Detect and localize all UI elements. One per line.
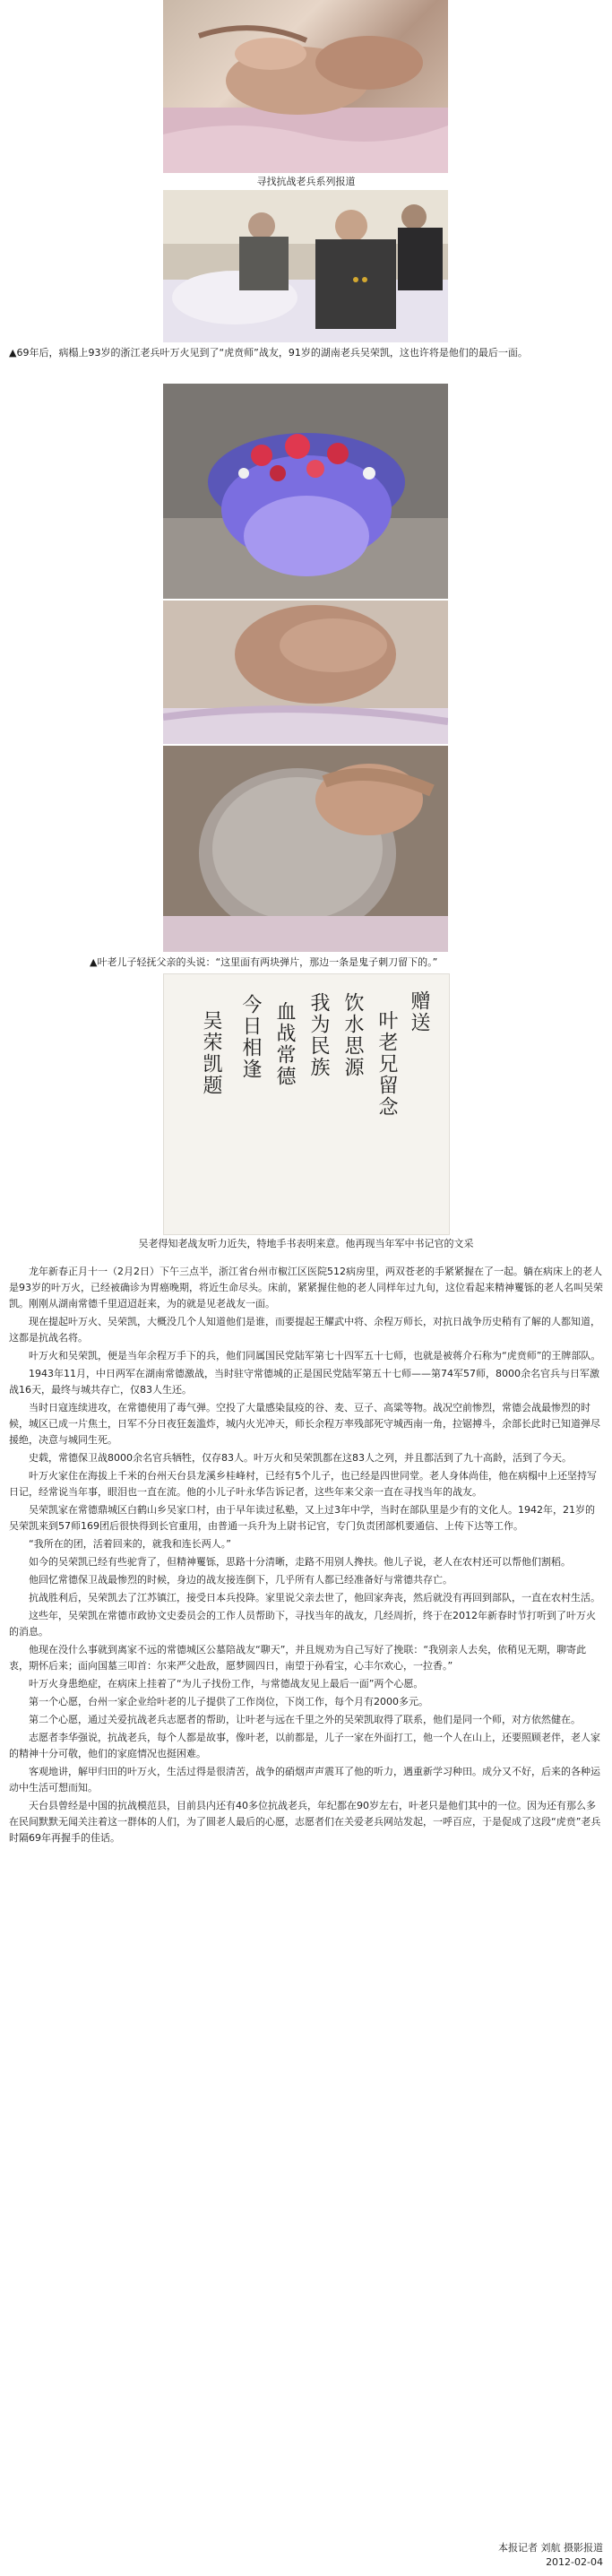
- caption-reunion: ▲69年后，病榻上93岁的浙江老兵叶万火见到了“虎贲师”战友，91岁的湖南老兵吴荣凯，这也许将是他们的最后一面。: [9, 347, 528, 359]
- calligraphy-col-3: 饮水思源: [341, 992, 364, 1078]
- paragraph: 第二个心愿，通过关爱抗战老兵志愿者的帮助，让叶老与远在千里之外的吴荣凯取得了联系，他们是同一个师，对方依然健在。: [29, 1714, 581, 1725]
- elder-bed-illustration-icon: [163, 601, 448, 744]
- paragraph: 这些年，吴荣凯在常德市政协文史委员会的工作人员帮助下，寻找当年的战友，几经周折，终于在2012年新春时节打听到了叶万火的消息。: [9, 1610, 596, 1638]
- paragraph: 天台县曾经是中国的抗战模范县，目前县内还有40多位抗战老兵，年纪都在90岁左右，叶老只是他们其中的一位。因为还有那么多在民间默默无闻关注着这一群体的人们，为了圆老人最后的心愿，志愿者们在关爱老兵网站发起，一呼百应，于是促成了这段“虎贲”老兵时隔69年再握手的佳话。: [9, 1800, 601, 1844]
- caption-calligraphy: 吴老得知老战友听力近失，特地手书表明来意。他再现当年军中书记官的文采: [138, 1238, 474, 1249]
- photo-calligraphy: [163, 973, 450, 1235]
- publish-date: 2012-02-04: [546, 2556, 603, 2568]
- paragraph: “我所在的团，活着回来的，就我和连长两人。”: [29, 1538, 231, 1550]
- calligraphy-col-4: 我为民族: [307, 992, 330, 1078]
- calligraphy-col-7: 吴荣凯题: [200, 1010, 222, 1096]
- photo-elder-lying: [163, 601, 448, 744]
- paragraph: 他回忆常德保卫战最惨烈的时候，身边的战友接连倒下，几乎所有人都已经准备好与常德共存亡。: [29, 1574, 453, 1586]
- paragraph: 叶万火身患绝症，在病床上挂着了“为儿子找份工作，与常德战友见上最后一面”两个心愿。: [29, 1678, 424, 1690]
- caption-series: 寻找抗战老兵系列报道: [256, 176, 356, 187]
- paragraph: 他现在没什么事就到离家不远的常德城区公墓陪战友“聊天”，并且规劝为自己写好了挽联：“我别亲人去矣，依稍见无期，聊寄此衷，期怀后来；面向国墓三叩首：尔来严父赴敌，愿梦圆四日，南望于孙看宝，心丰尔欢心，一拉香。”: [9, 1644, 587, 1672]
- paragraph: 1943年11月，中日两军在湖南常德激战，当时驻守常德城的正是国民党陆军第五十七师——第74军57师，8000余名官兵与日军激战16天，最终与城共存亡，仅83人生还。: [9, 1368, 599, 1396]
- photo-hands: [163, 0, 448, 173]
- hands-illustration-icon: [163, 0, 448, 173]
- paragraph: 史载，常德保卫战8000余名官兵牺牲，仅存83人。叶万火和吴荣凯都在这83人之列，并且都活到了九十高龄，活到了今天。: [29, 1452, 572, 1464]
- calligraphy-col-2: 叶老兄留念: [375, 1010, 398, 1118]
- calligraphy-col-5: 血战常德: [273, 1001, 296, 1087]
- paragraph: 志愿者李华强说，抗战老兵，每个人都是故事，像叶老，以前都是，儿子一家在外面打工，他一个人在山上，还要照顾老伴，老人家的精神十分可敬，他们的家庭情况也挺困难。: [9, 1732, 600, 1759]
- paragraph: 第一个心愿，台州一家企业给叶老的儿子提供了工作岗位，下岗工作，每个月有2000多元。: [29, 1696, 428, 1707]
- paragraph: 龙年新春正月十一（2月2日）下午三点半，浙江省台州市椒江区医院512病房里，两双苍老的手紧紧握在了一起。躺在病床上的老人是93岁的叶万火，已经被确诊为胃癌晚期，将近生命尽头。床前，紧紧握住他的老人同样年过九旬，这位看起来精神矍铄的老人名叫吴荣凯。刚刚从湖南常德千里迢迢赶来，为的就是见老战友一面。: [9, 1266, 603, 1310]
- veterans-meeting-illustration-icon: [163, 190, 448, 342]
- paragraph: 叶万火家住在海拔上千米的台州天台县龙溪乡桂峰村，已经有5个儿子，也已经是四世同堂。老人身体尚佳，他在病榻中上还坚持写日记，经常说当年事，眼泪也一直在流。他的小儿子叶永华告诉记者，这些年来父亲一直在寻找当年的战友。: [9, 1470, 597, 1498]
- paragraph: 抗战胜利后，吴荣凯去了江苏镇江，接受日本兵投降。家里说父亲去世了，他回家奔丧，然后就没有再回到部队，一直在农村生活。: [29, 1592, 600, 1604]
- paragraph: 如今的吴荣凯已经有些驼背了，但精神矍铄，思路十分清晰，走路不用别人搀扶。他儿子说，老人在农村还可以帮他们割稻。: [29, 1556, 571, 1568]
- paragraph: 当时日寇连续进攻，在常德使用了毒气弹。空投了大量感染鼠疫的谷、麦、豆子、高粱等物。战况空前惨烈，常德会战最惨烈的时候，城区已成一片焦土，日军不分日夜狂轰滥炸，城内火光冲天，师长余程万率残部死守城西南一角，拉锯搏斗，余部长此时已知道弹尽援绝，决意与城同生死。: [9, 1402, 600, 1446]
- photo-two-veterans: [163, 190, 448, 342]
- paragraph: 吴荣凯家在常德鼎城区白鹤山乡吴家口村，由于早年读过私塾，又上过3年中学，当时在部队里是少有的文化人。1942年，21岁的吴荣凯来到57师169团后很快得到长官重用，由普通一兵升为上尉书记官，专门负责团部机要通信、上传下达等工作。: [9, 1504, 595, 1532]
- paragraph: 现在提起叶万火、吴荣凯，大概没几个人知道他们是谁，而要提起王耀武中将、余程万师长，对抗日战争历史稍有了解的人都知道，这都是抗战名将。: [9, 1316, 600, 1344]
- calligraphy-col-1: 赠送: [408, 990, 430, 1033]
- caption-head: ▲叶老儿子轻抚父亲的头说：“这里面有两块弹片，那边一条是鬼子刺刀留下的。”: [90, 956, 438, 968]
- paragraph: 叶万火和吴荣凯，便是当年余程万手下的兵，他们同属国民党陆军第七十四军五十七师，也就是被蒋介石称为“虎贲师”的王牌部队。: [29, 1350, 601, 1361]
- head-scar-illustration-icon: [163, 746, 448, 952]
- calligraphy-col-6: 今日相逢: [239, 994, 262, 1080]
- paragraph: 客观地讲，解甲归田的叶万火，生活过得是很清苦，战争的硝烟声声震耳了他的听力，遇重新学习种田。成分又不好，后来的各种运动中生活可想而知。: [9, 1766, 600, 1794]
- flowers-illustration-icon: [163, 384, 448, 599]
- photo-head-scar: [163, 746, 448, 952]
- photo-flowers: [163, 384, 448, 599]
- article-body: [9, 1264, 603, 1848]
- byline: 本报记者 刘航 摄影报道: [498, 2542, 603, 2554]
